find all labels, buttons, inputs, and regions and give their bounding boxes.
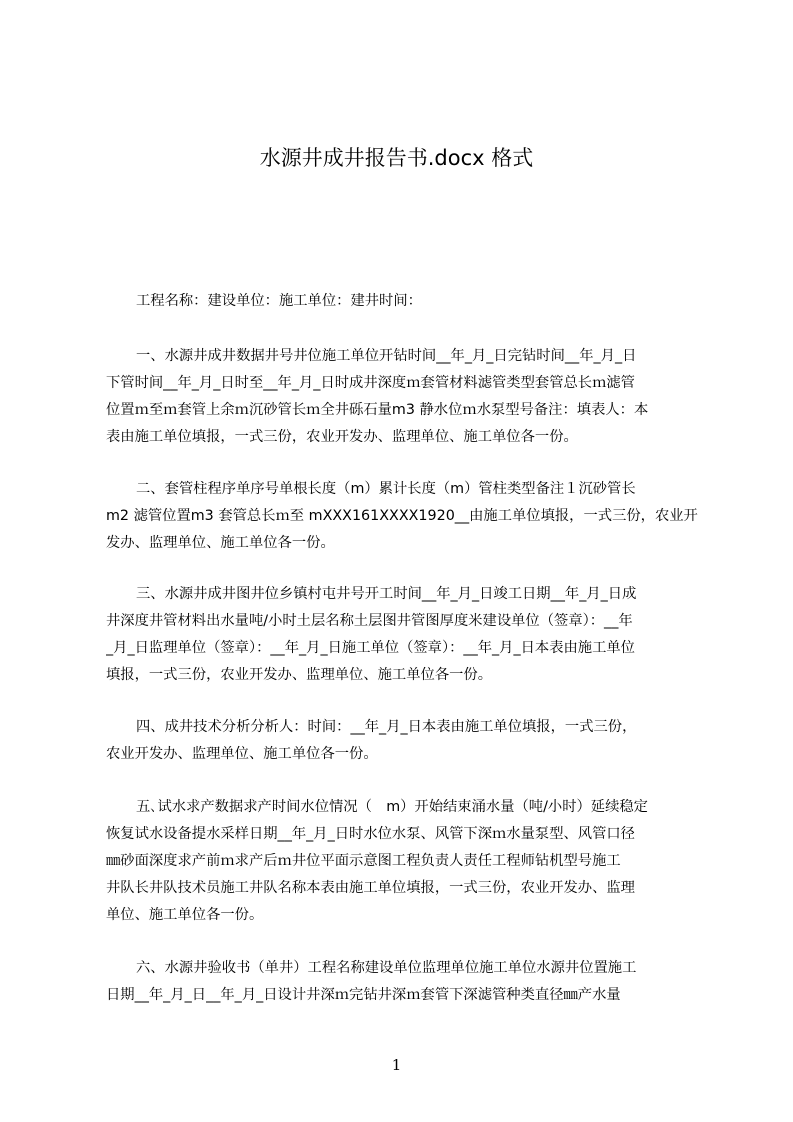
- section-5-line: 单位、施工单位各一份。: [106, 907, 264, 923]
- section-4-line: 农业开发办、监理单位、施工单位各一份。: [106, 746, 378, 762]
- section-1-line: 一、水源井成井数据井号井位施工单位开钻时间__年_月_日完钻时间__年_月_日: [136, 348, 637, 364]
- section-2-line: 发办、监理单位、施工单位各一份。: [106, 535, 335, 551]
- section-1-line: 下管时间__年_月_日时至__年_月_日时成井深度ｍ套管材料滤管类型套管总长ｍ滤管: [106, 375, 635, 391]
- section-5-line: 恢复试水设备提水采样日期__年_月_日时水位水泵、风管下深ｍ水量泵型、风管口径: [106, 826, 635, 842]
- document-title: 水源井成井报告书.docx 格式: [259, 146, 534, 170]
- section-5-line: 五､试水求产数据求产时间水位情况（ m）开始结束涌水量（吨/小时）延续稳定: [136, 799, 648, 815]
- section-5-line: ㎜砂面深度求产前ｍ求产后ｍ井位平面示意图工程负责人责任工程师钻机型号施工: [106, 853, 621, 869]
- section-3-line: 填报，一式三份，农业开发办、监理单位、施工单位各一份。: [106, 667, 493, 683]
- section-5-line: 井队长井队技术员施工井队名称本表由施工单位填报，一式三份，农业开发办、监理: [106, 880, 635, 896]
- section-3-line: 三、水源井成井图井位乡镇村屯井号开工时间__年_月_日竣工日期__年_月_日成: [136, 586, 637, 602]
- section-2-line: m2 滤管位置m3 套管总长ｍ至 mXXX161XXXX1920__由施工单位填报，一式三份，农业开: [106, 508, 698, 524]
- section-3-line: 井深度井管材料出水量吨/小时土层名称土层图井管图厚度米建设单位（签章）：__年: [106, 613, 633, 629]
- section-4-line: 四、成井技术分析分析人：时间：__年_月_日本表由施工单位填报，一式三份，: [136, 719, 637, 735]
- project-info-line: 工程名称：建设单位：施工单位：建井时间：: [136, 293, 422, 309]
- section-2-line: 二、套管柱程序单序号单根长度（m）累计长度（m）管柱类型备注１沉砂管长: [136, 481, 636, 497]
- section-6-line: 六、水源井验收书（单井）工程名称建设单位监理单位施工单位水源井位置施工: [136, 960, 637, 976]
- page-number: 1: [391, 1056, 402, 1074]
- section-3-line: _月_日监理单位（签章）：__年_月_日施工单位（签章）：__年_月_日本表由施工单位: [106, 640, 635, 656]
- section-1-line: 表由施工单位填报，一式三份，农业开发办、监理单位、施工单位各一份。: [106, 429, 578, 445]
- section-1-line: 位置ｍ至ｍ套管上余ｍ沉砂管长ｍ全井砾石量m3 静水位ｍ水泵型号备注：填表人：本: [106, 402, 649, 418]
- section-6-line: 日期__年_月_日__年_月_日设计井深ｍ完钻井深ｍ套管下深滤管种类直径㎜产水量: [106, 987, 621, 1003]
